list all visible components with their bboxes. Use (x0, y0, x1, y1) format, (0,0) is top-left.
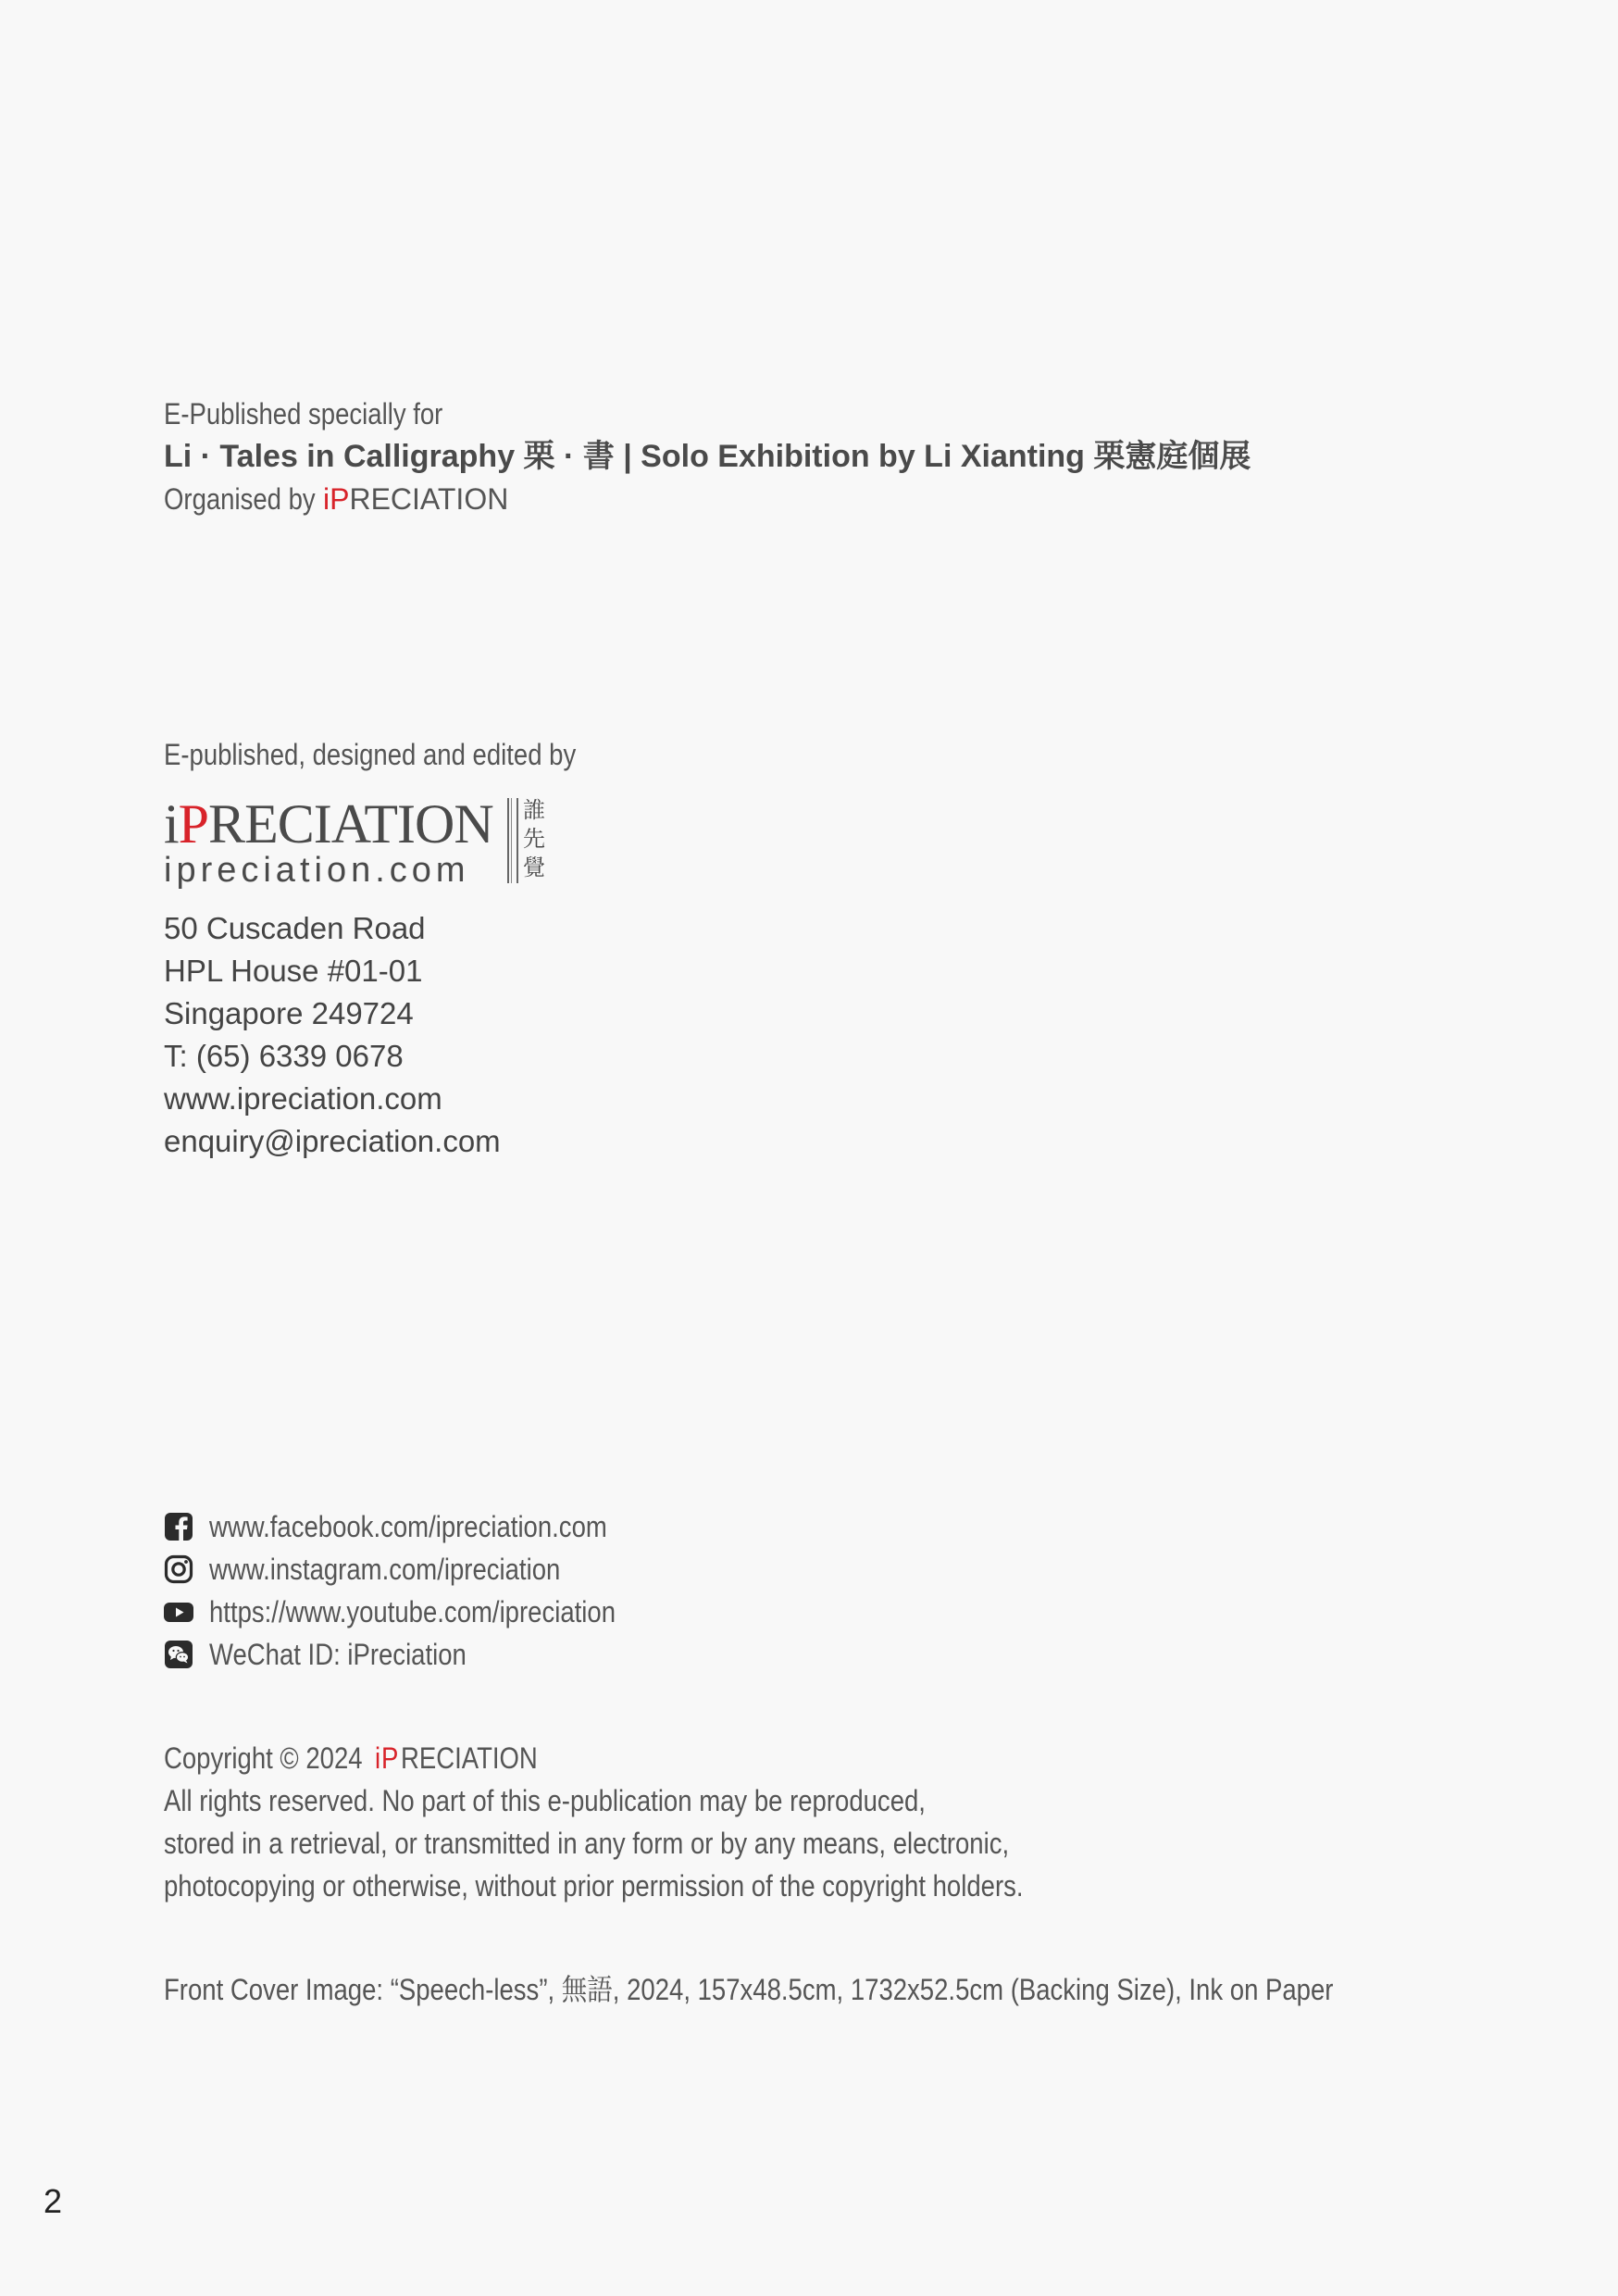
logo-wordmark (164, 794, 493, 854)
copyright-notice (164, 1737, 1164, 1907)
organiser-brand-i: i (323, 482, 330, 516)
contact-address (164, 907, 643, 1163)
youtube-icon (164, 1597, 193, 1627)
youtube-link[interactable]: https://www.youtube.com/ipreciation (209, 1595, 616, 1628)
logo-cjk-char: 誰 (523, 797, 545, 823)
social-row-instagram[interactable] (164, 1548, 681, 1591)
publisher-info (164, 733, 643, 1163)
instagram-link[interactable]: www.instagram.com/ipreciation (209, 1553, 561, 1586)
phone-number: T: (65) 6339 0678 (164, 1039, 404, 1073)
email-link[interactable]: enquiry@ipreciation.com (164, 1124, 501, 1158)
copyright-brand-i: i (375, 1741, 381, 1775)
organiser-brand-p: P (330, 482, 350, 516)
social-row-wechat[interactable] (164, 1633, 681, 1676)
organiser-line (164, 478, 1251, 520)
copyright-prefix: Copyright © 2024 (164, 1741, 363, 1775)
website-link[interactable]: www.ipreciation.com (164, 1081, 442, 1116)
copyright-line (164, 1737, 1164, 1779)
address-line: 50 Cuscaden Road (164, 911, 426, 945)
facebook-icon (164, 1512, 193, 1541)
page-number: 2 (44, 2182, 63, 2220)
copyright-text: stored in a retrieval, or transmitted in any form or by any means, electronic, (164, 1827, 1010, 1860)
organiser-prefix: Organised by (164, 482, 316, 516)
organiser-brand-rest: RECIATION (349, 482, 509, 516)
logo-letter-i: i (164, 793, 179, 855)
social-links (164, 1505, 681, 1676)
cover-image-caption (164, 1968, 1524, 2011)
exhibition-intro: E-Published specially for (164, 397, 443, 430)
publisher-intro: E-published, designed and edited by (164, 738, 577, 771)
ipreciation-logo (164, 793, 571, 890)
logo-divider (507, 798, 518, 883)
address-line: HPL House #01-01 (164, 954, 423, 988)
copyright-text: All rights reserved. No part of this e-publication may be reproduced, (164, 1784, 926, 1817)
social-row-facebook[interactable] (164, 1505, 681, 1548)
instagram-icon (164, 1554, 193, 1584)
facebook-link[interactable]: www.facebook.com/ipreciation.com (209, 1510, 607, 1543)
address-line: Singapore 249724 (164, 996, 414, 1030)
cover-caption: Front Cover Image: “Speech-less”, 無語, 2024, 157x48.5cm, 1732x52.5cm (Backing Size), Ink on Paper (164, 1973, 1334, 2006)
logo-letter-p: P (178, 793, 209, 855)
copyright-text: photocopying or otherwise, without prior permission of the copyright holders. (164, 1869, 1024, 1903)
copyright-brand-rest: RECIATION (401, 1741, 539, 1775)
social-row-youtube[interactable] (164, 1591, 681, 1633)
logo-cjk-char: 覺 (523, 855, 545, 880)
exhibition-title: Li · Tales in Calligraphy 栗 · 書 | Solo Exhibition by Li Xianting 栗憲庭個展 (164, 439, 1251, 474)
logo-url: ipreciation.com (164, 851, 470, 890)
exhibition-info (164, 393, 1251, 520)
logo-chinese-name (523, 796, 549, 882)
logo-letters-rest: RECIATION (208, 793, 493, 855)
wechat-id: WeChat ID: iPreciation (209, 1638, 467, 1671)
wechat-icon (164, 1640, 193, 1669)
copyright-brand-p: P (381, 1741, 399, 1775)
logo-cjk-char: 先 (523, 826, 545, 852)
